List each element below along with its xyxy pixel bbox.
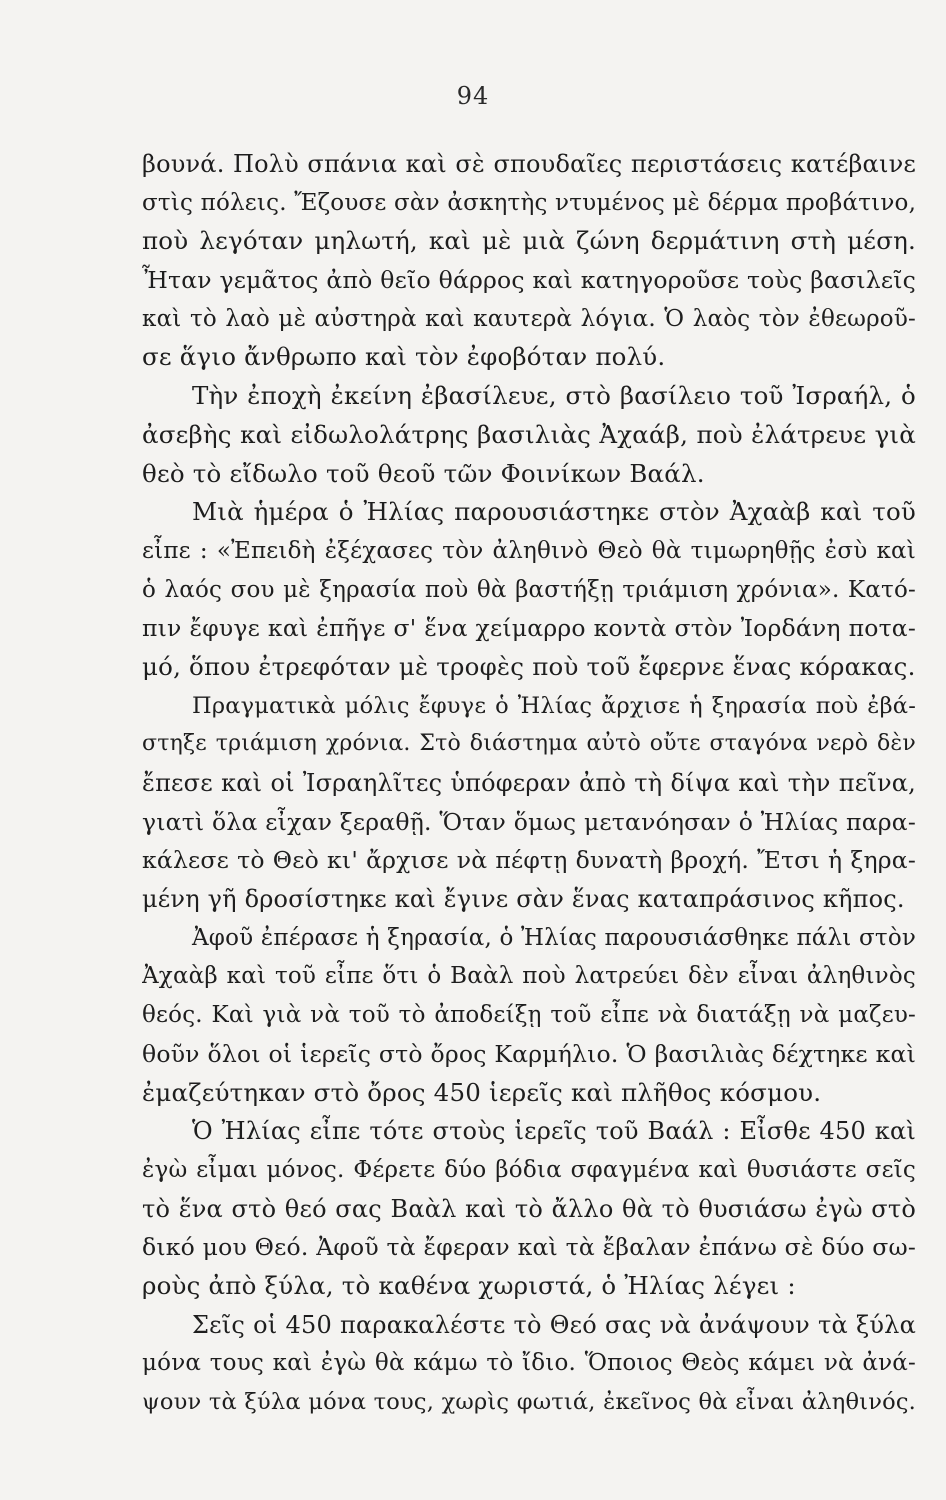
text-line: ἔπεσε καὶ οἱ Ἰσραηλῖτες ὑπόφεραν ἀπὸ τὴ δίψα καὶ τὴν πεῖνα, — [142, 769, 916, 797]
text-line: μό, ὅπου ἐτρεφόταν μὲ τροφὲς ποὺ τοῦ ἔφερνε ἕνας κόρακας. — [142, 651, 916, 681]
text-line: στηξε τριάμιση χρόνια. Στὸ διάστημα αὐτὸ οὔτε σταγόνα νερὸ δὲν — [142, 731, 916, 757]
text-line: ποὺ λεγόταν μηλωτή, καὶ μὲ μιὰ ζώνη δερμάτινη στὴ μέση. — [142, 226, 916, 256]
text-line: Ἀφοῦ ἐπέρασε ἡ ξηρασία, ὁ Ἠλίας παρουσιάσθηκε πάλι στὸν — [192, 924, 916, 951]
text-line: ἐγὼ εἶμαι μόνος. Φέρετε δύο βόδια σφαγμένα καὶ θυσιάστε σεῖς — [142, 1156, 916, 1183]
page-number: 94 — [456, 82, 490, 110]
text-line: Πραγματικὰ μόλις ἔφυγε ὁ Ἠλίας ἄρχισε ἡ ξηρασία ποὺ ἐβά- — [192, 692, 916, 719]
text-line: θεός. Καὶ γιὰ νὰ τοῦ τὸ ἀποδείξῃ τοῦ εἶπε νὰ διατάξῃ νὰ μαζευ- — [142, 1002, 916, 1029]
text-line: Τὴν ἐποχὴ ἐκείνη ἐβασίλευε, στὸ βασίλειο τοῦ Ἰσραήλ, ὁ — [192, 381, 916, 411]
text-line: Σεῖς οἱ 450 παρακαλέστε τὸ Θεό σας νὰ ἀνάψουν τὰ ξύλα — [192, 1310, 916, 1339]
text-line: ἀσεβὴς καὶ εἰδωλολάτρης βασιλιὰς Ἀχαάβ, ποὺ ἐλάτρευε γιὰ — [142, 419, 916, 449]
text-line: στὶς πόλεις. Ἔζουσε σὰν ἀσκητὴς ντυμένος μὲ δέρμα προβάτινο, — [142, 189, 916, 216]
text-line: βουνά. Πολὺ σπάνια καὶ σὲ σπουδαῖες περιστάσεις κατέβαινε — [142, 150, 916, 178]
text-line: σε ἅγιο ἄνθρωπο καὶ τὸν ἐφοβόταν πολύ. — [142, 342, 666, 372]
body-text — [142, 145, 916, 1422]
text-line: ψουν τὰ ξύλα μόνα τους, χωρὶς φωτιά, ἐκεῖνος θὰ εἶναι ἀληθινός. — [142, 1389, 916, 1415]
text-line: Ὁ Ἠλίας εἶπε τότε στοὺς ἱερεῖς τοῦ Βαάλ : Εἶσθε 450 καὶ — [192, 1117, 916, 1146]
text-line: τὸ ἕνα στὸ θεό σας Βαὰλ καὶ τὸ ἄλλο θὰ τὸ θυσιάσω ἐγὼ στὸ — [142, 1194, 916, 1223]
text-line: Ἀχαὰβ καὶ τοῦ εἶπε ὅτι ὁ Βαὰλ ποὺ λατρεύει δὲν εἶναι ἀληθινὸς — [142, 963, 916, 990]
text-line: γιατὶ ὅλα εἶχαν ξεραθῇ. Ὅταν ὅμως μετανόησαν ὁ Ἠλίας παρα- — [142, 807, 916, 836]
text-line: μόνα τους καὶ ἐγὼ θὰ κάμω τὸ ἴδιο. Ὅποιος Θεὸς κάμει νὰ ἀνά- — [142, 1350, 916, 1377]
text-line: καὶ τὸ λαὸ μὲ αὐστηρὰ καὶ καυτερὰ λόγια. Ὁ λαὸς τὸν ἐθεωροῦ- — [142, 305, 916, 332]
text-line: ροὺς ἀπὸ ξύλα, τὸ καθένα χωριστά, ὁ Ἠλίας λέγει : — [142, 1270, 796, 1300]
text-line: θεὸ τὸ εἴδωλο τοῦ θεοῦ τῶν Φοινίκων Βαάλ. — [142, 458, 705, 488]
text-line: Μιὰ ἡμέρα ὁ Ἠλίας παρουσιάστηκε στὸν Ἀχαὰβ καὶ τοῦ — [192, 497, 916, 527]
text-line: εἶπε : «Ἐπειδὴ ἐξέχασες τὸν ἀληθινὸ Θεὸ θὰ τιμωρηθῇς ἐσὺ καὶ — [142, 537, 916, 564]
text-line: μένη γῆ δροσίστηκε καὶ ἔγινε σὰν ἕνας καταπράσινος κῆπος. — [142, 885, 905, 914]
text-line: πιν ἔφυγε καὶ ἐπῆγε σ' ἕνα χείμαρρο κοντὰ στὸν Ἰορδάνη ποτα- — [142, 614, 916, 643]
text-line: ἐμαζεύτηκαν στὸ ὄρος 450 ἱερεῖς καὶ πλῆθος κόσμου. — [142, 1077, 822, 1107]
text-line: δικό μου Θεό. Ἀφοῦ τὰ ἔφεραν καὶ τὰ ἔβαλαν ἐπάνω σὲ δύο σω- — [142, 1233, 916, 1262]
text-line: ὁ λαός σου μὲ ξηρασία ποὺ θὰ βαστήξῃ τριάμιση χρόνια». Κατό- — [142, 576, 916, 603]
text-line: θοῦν ὅλοι οἱ ἱερεῖς στὸ ὄρος Καρμήλιο. Ὁ βασιλιὰς δέχτηκε καὶ — [142, 1039, 916, 1068]
text-line: Ἦταν γεμᾶτος ἀπὸ θεῖο θάρρος καὶ κατηγοροῦσε τοὺς βασιλεῖς — [142, 266, 916, 295]
text-line: κάλεσε τὸ Θεὸ κι' ἄρχισε νὰ πέφτῃ δυνατὴ βροχή. Ἔτσι ἡ ξηρα- — [142, 846, 916, 875]
